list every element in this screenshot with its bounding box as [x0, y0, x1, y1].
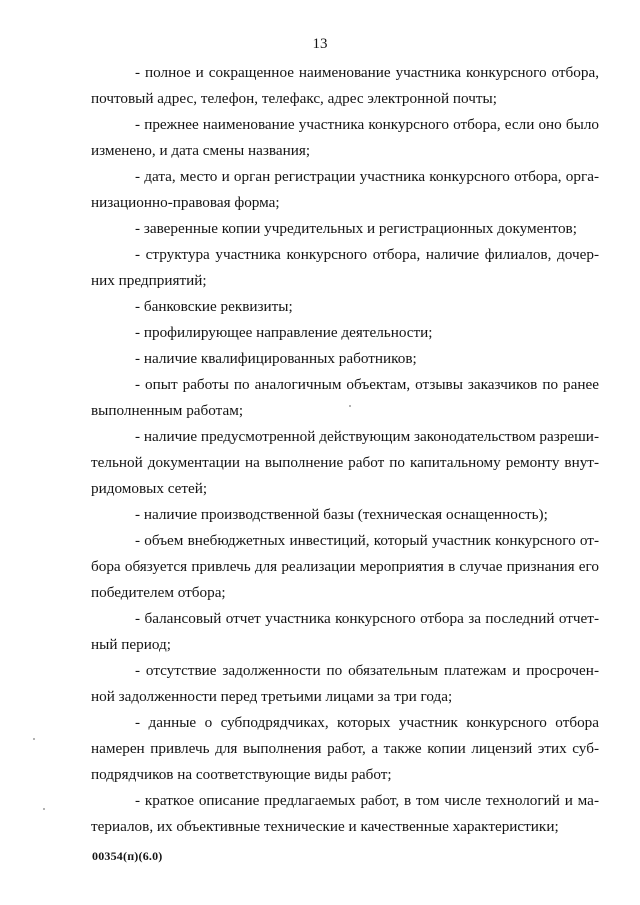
list-item: - опыт работы по аналогичным объектам, отзывы заказчиков по ранее выполненным работам;	[91, 376, 599, 419]
document-code: 00354(п)(6.0)	[92, 849, 163, 863]
page-number: 13	[312, 36, 328, 52]
list-item: - полное и сокращенное наименование участника конкурсного отбора, почтовый адрес, телефон, телефакс, адрес электронной почты;	[91, 64, 599, 107]
list-item: - отсутствие задолженности по обязательным платежам и просроченной задолженности перед третьими лицами за три года;	[91, 662, 599, 705]
list-item: - наличие предусмотренной действующим законодательством разрешительной документации на выполнение работ по капитальному ремонту внутридомовых сетей;	[91, 428, 599, 497]
list-item: - объем внебюджетных инвестиций, который участник конкурсного отбора обязуется привлечь для реализации мероприятия в случае признания его победителем отбора;	[91, 532, 599, 601]
list-item: - балансовый отчет участника конкурсного отбора за последний отчетный период;	[91, 610, 599, 653]
list-item: - краткое описание предлагаемых работ, в том числе технологий и материалов, их объективные технические и качественные характеристики;	[91, 792, 599, 835]
list-item: - заверенные копии учредительных и регистрационных документов;	[135, 220, 577, 237]
list-item: - наличие квалифицированных работников;	[135, 350, 417, 367]
list-item: - профилирующее направление деятельности;	[135, 324, 433, 341]
scan-speck	[349, 405, 351, 407]
list-item: - банковские реквизиты;	[135, 298, 293, 315]
document-body	[91, 60, 599, 840]
list-item: - дата, место и орган регистрации участника конкурсного отбора, организационно-правовая форма;	[91, 168, 599, 211]
scan-speck	[43, 808, 45, 810]
list-item: - прежнее наименование участника конкурсного отбора, если оно было изменено, и дата смены названия;	[91, 116, 599, 159]
list-item: - данные о субподрядчиках, которых участник конкурсного отбора намерен привлечь для выполнения работ, а также копии лицензий этих субподрядчиков на соответствующие виды работ;	[91, 714, 599, 783]
list-item: - наличие производственной базы (техническая оснащенность);	[135, 506, 548, 523]
list-item: - структура участника конкурсного отбора, наличие филиалов, дочерних предприятий;	[91, 246, 599, 289]
scan-speck	[33, 738, 35, 740]
